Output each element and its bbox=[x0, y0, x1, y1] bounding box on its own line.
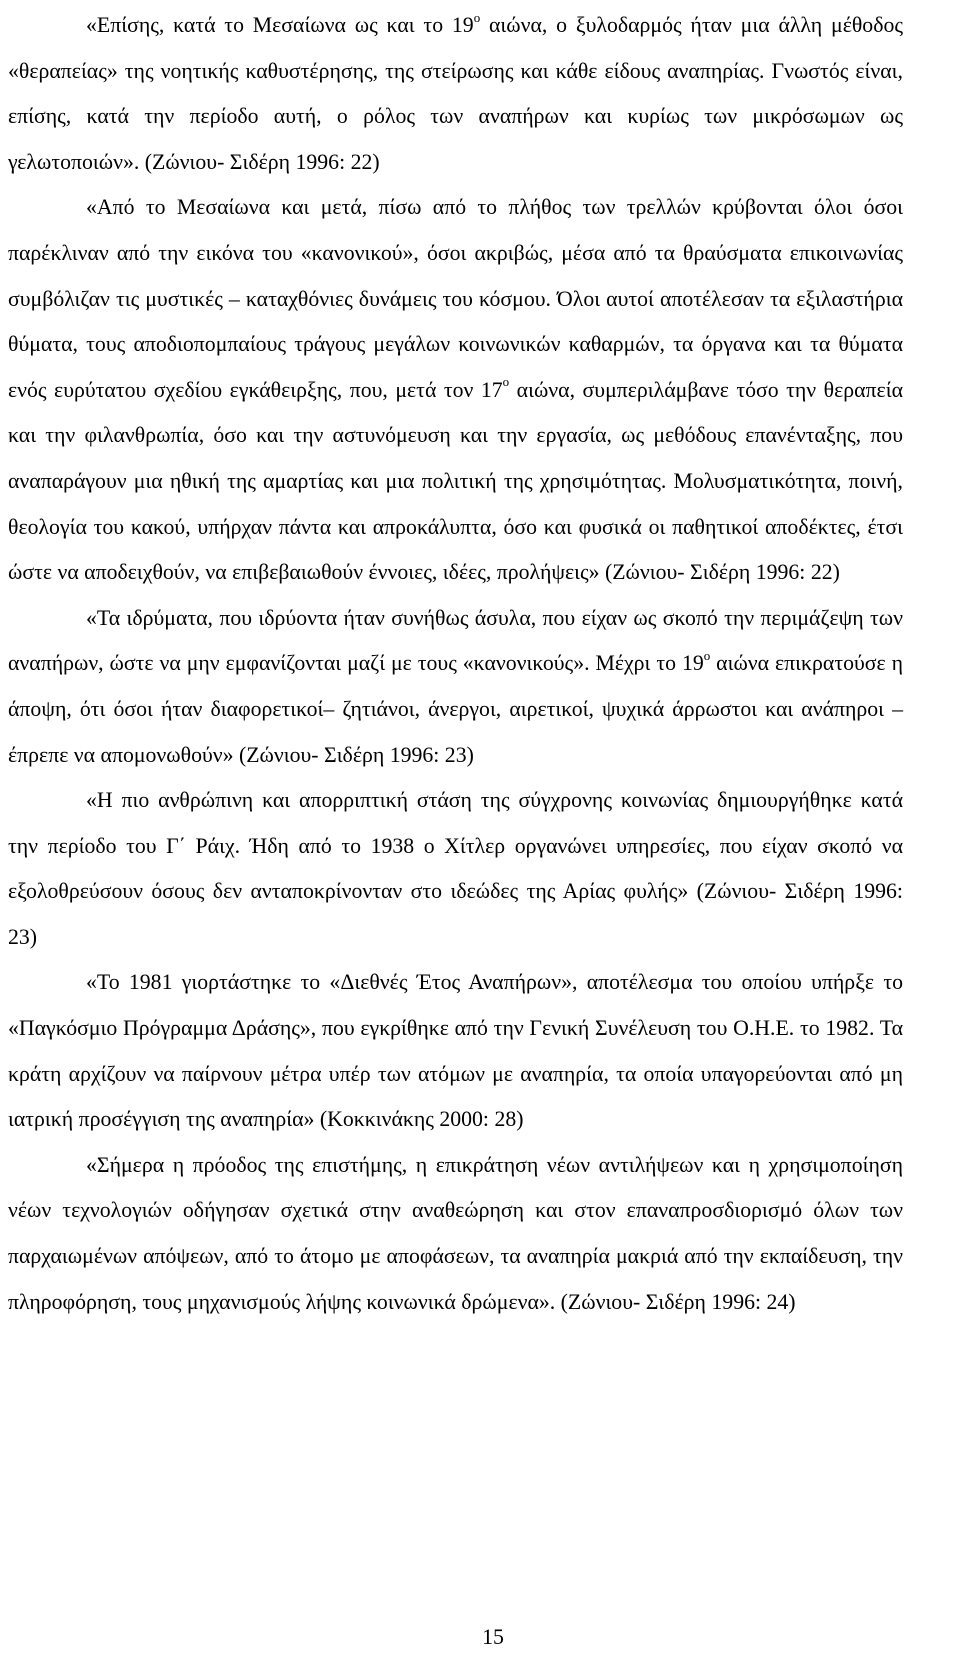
page-number: 15 bbox=[482, 1625, 504, 1649]
superscript-o: ο bbox=[502, 374, 510, 390]
superscript-o: ο bbox=[703, 648, 711, 664]
paragraph-6: «Σήμερα η πρόοδος της επιστήμης, η επικράτηση νέων αντιλήψεων και η χρησιμοποίηση νέων τεχνολογιών οδήγησαν σχετικά στην αναθεώρηση και στον επαναπροσδιορισμό όλων των παρχαιωμένων απόψεων, από το άτομο με αποφάσεων, τα αναπηρία μακριά από την εκπαίδευση, την πληροφόρηση, τους μηχανισμούς λήψης κοινωνικά δρώμενα». (Ζώνιου- Σιδέρη 1996: 24) bbox=[8, 1152, 903, 1314]
paragraph-3: «Τα ιδρύματα, που ιδρύοντα ήταν συνήθως άσυλα, που είχαν ως σκοπό την περιμάζεψη των αναπήρων, ώστε να μην εμφανίζονται μαζί με τους «κανονικούς». Μέχρι το $19^o$ αιώνα επικρατούσε η άποψη, ότι όσοι ήταν διαφορετικοί– ζητιάνοι, άνεργοι, αιρετικοί, ψυχικά άρρωστοι και ανάπηροι – έπρεπε να απομονωθούν» (Ζώνιου- Σιδέρη 1996: 23) bbox=[8, 605, 904, 767]
body-text bbox=[8, 3, 903, 1325]
paragraph-5: «Το 1981 γιορτάστηκε το «Διεθνές Έτος Αναπήρων», αποτέλεσμα του οποίου υπήρξε το «Παγκόσμιο Πρόγραμμα Δράσης», που εγκρίθηκε από την Γενική Συνέλευση του Ο.Η.Ε. το 1982. Τα κράτη αρχίζουν να παίρνουν μέτρα υπέρ των ατόμων με αναπηρία, τα οποία υπαγορεύονται από μη ιατρική προσέγγιση της αναπηρία» (Κοκκινάκης 2000: 28) bbox=[8, 970, 903, 1132]
paragraph-2: «Από το Μεσαίωνα και μετά, πίσω από το πλήθος των τρελλών κρύβονται όλοι όσοι παρέκλιναν από την εικόνα του «κανονικού», όσοι ακριβώς, μέσα από τα θραύσματα επικοινωνίας συμβόλιζαν τις μυστικές – καταχθόνιες δυνάμεις του κόσμου. Όλοι αυτοί αποτέλεσαν τα εξιλαστήρια θύματα, τους αποδιοπομπαίους τράγους μεγάλων κοινωνικών καθαρμών, τα όργανα και τα θύματα ενός ευρύτατου σχεδίου εγκάθειρξης, που, μετά τον $17^o$ αιώνα, συμπεριλάμβανε τόσο την θεραπεία και την φιλανθρωπία, όσο και την αστυνόμευση και την εργασία, ως μεθόδους επανένταξης, που αναπαράγουν μια ηθική της αμαρτίας και μια πολιτική της χρησιμότητας. Μολυσματικότητα, ποινή, θεολογία του κακού, υπήρχαν πάντα και απροκάλυπτα, όσο και φυσικά οι παθητικοί αποδέκτες, έτσι ώστε να αποδειχθούν, να επιβεβαιωθούν έννοιες, ιδέες, προλήψεις» (Ζώνιου- Σιδέρη 1996: 22) bbox=[8, 195, 903, 585]
paragraph-1: «Επίσης, κατά το Μεσαίωνα ως και το $19^o$ αιώνα, ο ξυλοδαρμός ήταν μια άλλη μέθοδος «θεραπείας» της νοητικής καθυστέρησης, της στείρωσης και κάθε είδους αναπηρίας. Γνωστός είναι, επίσης, κατά την περίοδο αυτή, ο ρόλος των αναπήρων και κυρίως των μικρόσωμων ως γελωτοποιών». (Ζώνιου- Σιδέρη 1996: 22) bbox=[8, 9, 903, 174]
superscript-o: ο bbox=[473, 9, 481, 25]
paragraph-4: «Η πιο ανθρώπινη και απορριπτική στάση της σύγχρονης κοινωνίας δημιουργήθηκε κατά την περίοδο του Γ΄ Ράιχ. Ήδη από το 1938 ο Χίτλερ οργανώνει υπηρεσίες, που είχαν σκοπό να εξολοθρεύσουν όσους δεν ανταποκρίνονταν στο ιδεώδες της Αρίας φυλής» (Ζώνιου- Σιδέρη 1996: 23) bbox=[8, 788, 903, 949]
